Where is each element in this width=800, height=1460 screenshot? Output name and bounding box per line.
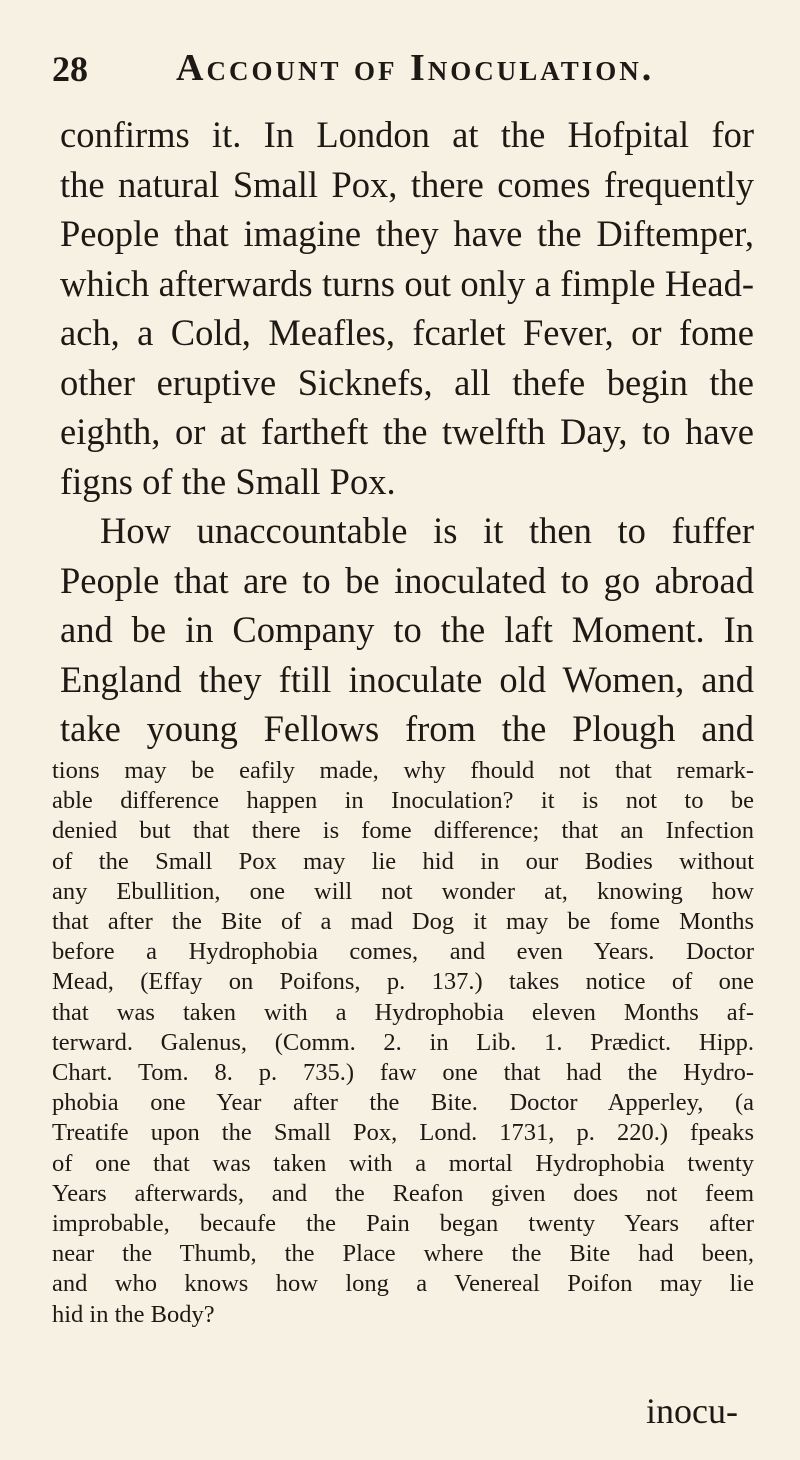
footnote-line: that was taken with a Hydrophobia eleven Months af- [52,998,754,1026]
footnote-line: denied but that there is fome difference; that an Infection [52,817,754,845]
page-header [52,40,738,96]
footnote-line: phobia one Year after the Bite. Doctor Apperley, (a [52,1089,754,1117]
body-line: eighth, or at fartheft the twelfth Day, to have [60,411,754,452]
footnote-line: before a Hydrophobia comes, and even Years. Doctor [52,938,754,966]
body-line: other eruptive Sicknefs, all thefe begin the [60,361,754,403]
footnote-line: tions may be eafily made, why fhould not that remark- [52,757,754,784]
catchword: inocu- [646,1391,738,1431]
body-line: ach, a Cold, Meafles, fcarlet Fever, or fome [60,312,754,353]
footnote-line: able difference happen in Inoculation? it is not to be [52,787,754,815]
body-line: and be in Company to the laft Moment. In [60,609,754,650]
footnote-line: any Ebullition, one will not wonder at, knowing how [52,877,754,905]
footnote-line: improbable, becaufe the Pain began twenty Years after [52,1210,754,1238]
footnote-line: of the Small Pox may lie hid in our Bodies without [52,847,754,875]
body-line: England they ftill inoculate old Women, and [60,658,754,700]
body-line: People that imagine they have the Diftemper, [60,213,754,254]
footnote-line: that after the Bite of a mad Dog it may be fome Months [52,908,754,936]
footnote-line: Years afterwards, and the Reafon given does not feem [52,1179,754,1207]
footnote-line: Treatife upon the Small Pox, Lond. 1731, p. 220.) fpeaks [52,1119,754,1147]
footnote-line: hid in the Body? [52,1300,215,1328]
running-head: Account of Inoculation. [176,47,655,89]
footnote [52,756,754,1330]
body-line: the natural Small Pox, there comes frequently [60,163,754,205]
footnote-line: Mead, (Effay on Poifons, p. 137.) takes notice of one [52,968,754,996]
page-number: 28 [52,49,88,89]
footnote-line: near the Thumb, the Place where the Bite had been, [52,1240,754,1268]
body-line: People that are to be inoculated to go abroad [60,559,754,601]
body-line: confirms it. In London at the Hofpital for [60,114,754,155]
main-text [60,110,754,754]
footnote-line: Chart. Tom. 8. p. 735.) faw one that had the Hydro- [52,1059,754,1087]
body-line: take young Fellows from the Plough and [60,708,754,749]
body-line: which afterwards turns out only a fimple Head- [60,262,754,304]
footnote-line: and who knows how long a Venereal Poifon may lie [52,1270,754,1298]
body-line: How unaccountable is it then to fuffer [100,510,754,551]
body-line: figns of the Small Pox. [60,460,396,502]
footnote-line: of one that was taken with a mortal Hydrophobia twenty [52,1149,754,1177]
footnote-line: terward. Galenus, (Comm. 2. in Lib. 1. Prædict. Hipp. [52,1028,754,1056]
